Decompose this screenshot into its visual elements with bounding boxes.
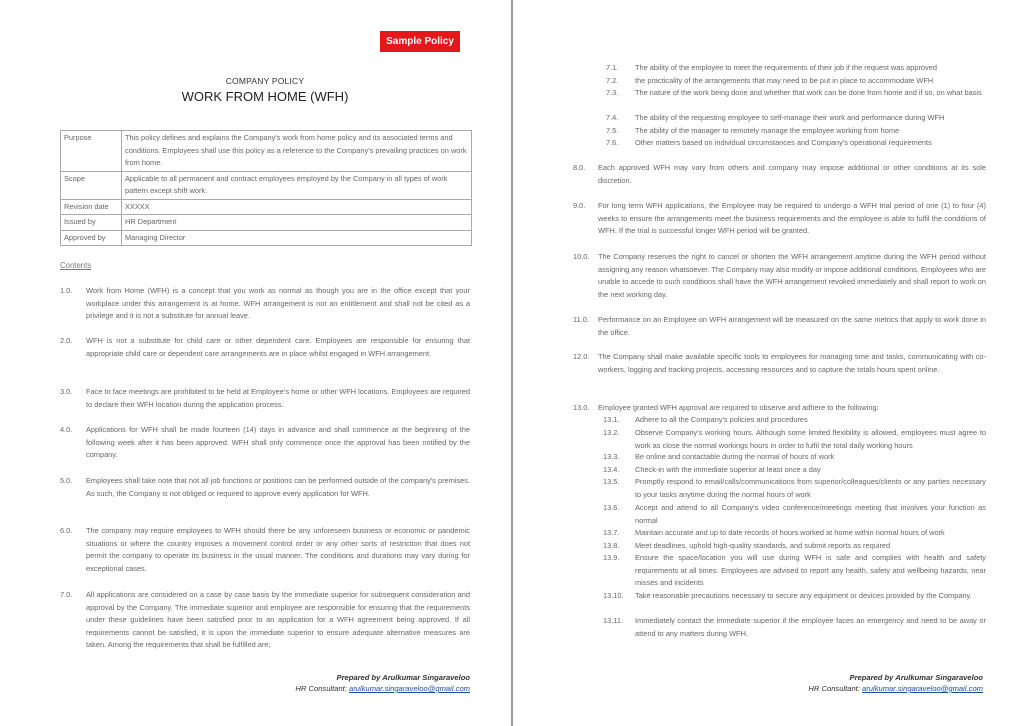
- section-text: The Company reserves the right to cancel or shorten the WFH arrangement anytime during the WFH period without assigning any reason whatsoever. The Company may also modify or impose additional conditions. Employees who are unable to accede to such conditions shall have the WFH arrangement revoked immediately and shall report to work on the next working day.: [598, 252, 986, 299]
- table-label: Issued by: [61, 215, 122, 231]
- section-number: 8.0.: [573, 163, 586, 172]
- table-label: Revision date: [61, 199, 122, 215]
- section-number: 3.0.: [60, 387, 73, 396]
- subsection-13-6: [603, 502, 986, 527]
- subsection-number: 13.11.: [603, 616, 623, 625]
- section-text: The company may require employees to WFH should there be any unforeseen business or economic or pandemic situations or where the country imposes a movement control order or any other sorts of restriction that does not permit the company to operate its business in the usual manner. The conditions and durations may vary during for exceptional cases.: [86, 526, 470, 573]
- subsection-13-1: [603, 414, 986, 427]
- section-text: Face to face meetings are prohibited to be held at Employee's home or other WFH locations. Employees are required to declare their WFH location during the application process.: [86, 387, 470, 409]
- section-number: 2.0.: [60, 336, 73, 345]
- section-number: 11.0.: [573, 315, 589, 324]
- table-value: Managing Director: [122, 230, 472, 246]
- subsection-number: 13.7.: [603, 528, 620, 537]
- subsection-text: Immediately contact the immediate superior if the employee faces an emergency and need to be away or attend to any matters during WFH.: [635, 616, 986, 638]
- section-text: Applications for WFH shall be made fourteen (14) days in advance and shall commence at the beginning of the following week after it has been approved. WFH shall only commence once the approval has been notified by the company.: [86, 425, 470, 459]
- section-number: 9.0.: [573, 201, 586, 210]
- subsection-text: The ability of the manager to remotely manage the employee working from home: [635, 126, 900, 135]
- subsection-number: 13.3.: [603, 452, 620, 461]
- subsection-13-4: [603, 464, 986, 477]
- section-text: The Company shall make available specific tools to employees for managing time and tasks, communicating with co-workers, logging and tracking projects, accessing resources and to capture the totals hours spent online.: [598, 352, 986, 374]
- subsection-text: the practicality of the arrangements that may need to be put in place to accommodate WFH: [635, 76, 934, 85]
- section-text: For long term WFH applications, the Employee may be required to undergo a WFH trial period of one (1) to four (4) weeks to ensure the arrangements meet the business requirements and the employee is able to fulfil the conditions of WFH. If the trial is successful longer WFH period will be granted.: [598, 201, 986, 235]
- subsection-number: 13.6.: [603, 503, 620, 512]
- section-8: [573, 162, 986, 187]
- subsection-number: 7.1.: [606, 63, 619, 72]
- subsection-number: 13.9.: [603, 553, 620, 562]
- right-footer: [808, 672, 983, 694]
- subsection-number: 7.2.: [606, 76, 619, 85]
- consultant-label: HR Consultant:: [295, 684, 347, 693]
- subsection-number: 13.1.: [603, 415, 620, 424]
- subsection-number: 7.5.: [606, 126, 619, 135]
- subsection-number: 7.4.: [606, 113, 619, 122]
- subsection-text: Check-in with the immediate superior at least once a day: [635, 465, 821, 474]
- subsection-13-8: [603, 540, 986, 553]
- subsection-number: 13.5.: [603, 477, 620, 486]
- section-5: [60, 475, 470, 500]
- policy-info-table: [60, 130, 472, 246]
- table-label: Approved by: [61, 230, 122, 246]
- subsection-text: Promptly respond to email/calls/communications from superior/colleagues/clients or any parties necessary to your tasks anytime during the normal hours of work: [635, 477, 986, 499]
- subsection-number: 7.6.: [606, 138, 619, 147]
- right-page: [513, 0, 1024, 726]
- subsection-13-9: [603, 552, 986, 590]
- section-text: Performance on an Employee on WFH arrangement will be measured on the same metrics that apply to work done in the office.: [598, 315, 986, 337]
- subsection-13-2: [603, 427, 986, 452]
- consultant-label: HR Consultant:: [808, 684, 860, 693]
- subsection-7-1: [606, 62, 986, 75]
- table-value: XXXXX: [122, 199, 472, 215]
- table-label: Scope: [61, 171, 122, 199]
- page-title: WORK FROM HOME (WFH): [181, 89, 349, 104]
- subsection-7-6: [606, 137, 986, 150]
- email-link[interactable]: arulkumar.singaraveloo@gmail.com: [862, 684, 983, 693]
- section-number: 5.0.: [60, 476, 73, 485]
- subsection-text: Other matters based on individual circumstances and Company's operational requirements: [635, 138, 932, 147]
- left-footer: [295, 672, 470, 694]
- section-number: 6.0.: [60, 526, 73, 535]
- table-value: This policy defines and explains the Company's work from home policy and its associated terms and conditions. Employees shall use this policy as a reference to the Company's prevailing practices on work from home.: [122, 131, 472, 172]
- section-11: [573, 314, 986, 339]
- section-number: 4.0.: [60, 425, 73, 434]
- section-text: Work from Home (WFH) is a concept that you work as normal as though you are in the office except that your workplace under this arrangement is at home. WFH arrangement is not an entitlement and shall not be cited as a privilege and it is not a substitute for annual leave.: [86, 286, 470, 320]
- subsection-number: 7.3.: [606, 88, 619, 97]
- subsection-13-3: [603, 451, 986, 464]
- subsection-text: Meet deadlines, uphold high-quality standards, and submit reports as required: [635, 541, 891, 550]
- subsection-text: Adhere to all the Company's policies and procedures: [635, 415, 808, 424]
- subsection-text: The nature of the work being done and whether that work can be done from home and if so, on what basis: [635, 88, 982, 97]
- subsection-13-11: [603, 615, 986, 640]
- table-row: [61, 199, 472, 215]
- section-text: Employees shall take note that not all job functions or positions can be performed outside of the company's premises. As such, the Company is not obliged or required to approve every application for WFH.: [86, 476, 470, 498]
- section-2: [60, 335, 470, 360]
- section-text: WFH is not a substitute for child care or other dependent care. Employees are responsible for ensuring that appropriate child care or dependent care arrangements are in place whilst engaged in WFH arrangement.: [86, 336, 470, 358]
- subsection-number: 13.4.: [603, 465, 620, 474]
- section-text: Each approved WFH may vary from others and company may impose additional or other conditions at its sole discretion.: [598, 163, 986, 185]
- table-value: Applicable to all permanent and contract employees employed by the Company in all types of work pattern except shift work.: [122, 171, 472, 199]
- section-number: 7.0.: [60, 590, 73, 599]
- subsection-text: The ability of the requesting employee to self-manage their work and performance during WFH: [635, 113, 945, 122]
- subsection-13-7: [603, 527, 986, 540]
- section-number: 12.0.: [573, 352, 590, 361]
- subsection-number: 13.8.: [603, 541, 620, 550]
- subsection-text: Maintain accurate and up to date records of hours worked at home within normal hours of work: [635, 528, 945, 537]
- table-label: Purpose: [61, 131, 122, 172]
- section-text: Employee granted WFH approval are required to observe and adhere to the following:: [598, 403, 879, 412]
- subsection-number: 13.10.: [603, 591, 624, 600]
- subsection-text: Ensure the space/location you will use during WFH is safe and complies with health and safety requirements at all times. Employees are advised to report any health, safety and wellbeing hazards, near misses and incidents: [635, 553, 986, 587]
- subsection-text: The ability of the employee to meet the requirements of their job if the request was approved: [635, 63, 937, 72]
- subsection-7-4: [606, 112, 986, 125]
- section-text: All applications are considered on a case by case basis by the immediate superior for subsequent consideration and approval by the Company. The immediate superior and employee are responsible for ensuring that the requirements under these guidelines have been satisfied prior to an application for a WFH agreement being approved. If all requirements cannot be satisfied, it is upon the immediate superior to ensure adequate alternative measures are taken. Among the requirements that shall be fulfilled are;: [86, 590, 470, 649]
- table-row: [61, 171, 472, 199]
- section-10: [573, 251, 986, 301]
- table-value: HR Department: [122, 215, 472, 231]
- section-3: [60, 386, 470, 411]
- prepared-by: Prepared by Arulkumar Singaraveloo: [336, 673, 470, 682]
- subsection-7-5: [606, 125, 986, 138]
- section-9: [573, 200, 986, 238]
- table-row: [61, 215, 472, 231]
- prepared-by: Prepared by Arulkumar Singaraveloo: [849, 673, 983, 682]
- section-number: 13.0.: [573, 403, 590, 412]
- section-4: [60, 424, 470, 462]
- subsection-7-3: [606, 87, 986, 100]
- subsection-text: Take reasonable precautions necessary to secure any equipment or devices provided by the Company.: [635, 591, 972, 600]
- table-row: [61, 230, 472, 246]
- left-page: [0, 0, 511, 726]
- email-link[interactable]: arulkumar.singaraveloo@gmail.com: [349, 684, 470, 693]
- contents-heading: Contents: [60, 261, 92, 270]
- subsection-text: Be online and contactable during the normal of hours of work: [635, 452, 835, 461]
- subsection-number: 13.2.: [603, 428, 620, 437]
- subsection-13-10: [603, 590, 986, 603]
- subsection-13-5: [603, 476, 986, 501]
- subsection-text: Accept and attend to all Company's video conference/meetings meeting that involves your function as normal: [635, 503, 986, 525]
- subsection-text: Observe Company's working hours. Although some limited flexibility is allowed, employees must agree to work as close the normal workings hours in order to fulfil the total daily working hours: [635, 428, 986, 450]
- sample-policy-badge: Sample Policy: [380, 31, 460, 52]
- table-row: [61, 131, 472, 172]
- section-12: [573, 351, 986, 376]
- section-6: [60, 525, 470, 575]
- section-number: 1.0.: [60, 286, 73, 295]
- section-13: [573, 402, 986, 415]
- section-1: [60, 285, 470, 323]
- subsection-7-2: [606, 75, 986, 88]
- company-policy-label: COMPANY POLICY: [225, 76, 305, 86]
- section-number: 10.0.: [573, 252, 590, 261]
- section-7: [60, 589, 470, 652]
